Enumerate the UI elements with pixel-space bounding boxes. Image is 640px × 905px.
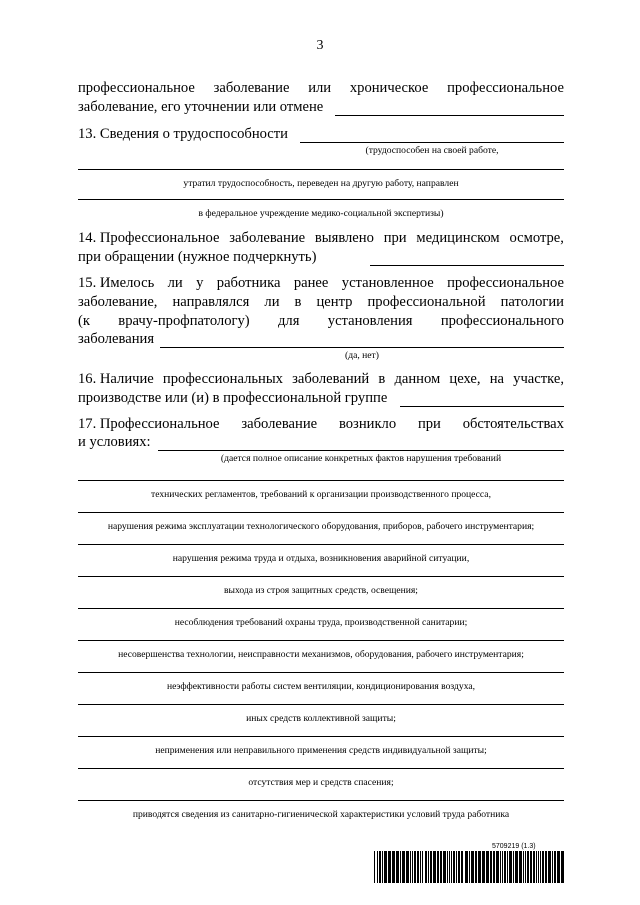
barcode-bar	[402, 851, 405, 883]
barcode-bar	[502, 851, 503, 883]
caption: иных средств коллективной защиты;	[246, 713, 396, 724]
word: на	[489, 371, 505, 387]
barcode-bar	[500, 851, 501, 883]
caption: выхода из строя защитных средств, освещения;	[224, 585, 418, 596]
item-15-line-3	[78, 313, 564, 330]
word: хроническое	[349, 80, 429, 96]
fill-row[interactable]	[78, 480, 564, 512]
barcode-bar	[456, 851, 457, 883]
item-14-line-2: при обращении (нужное подчеркнуть)	[78, 249, 317, 265]
fill-line[interactable]	[78, 672, 564, 673]
barcode-bar	[379, 851, 381, 883]
word: патологии	[500, 294, 564, 310]
barcode-bar	[453, 851, 455, 883]
fill-row[interactable]	[78, 704, 564, 736]
word: цехе,	[449, 371, 481, 387]
barcode-bar	[458, 851, 460, 883]
caption: в федеральное учреждение медико-социальной экспертизы)	[198, 208, 444, 219]
barcode-bar	[396, 851, 399, 883]
word: (к	[78, 313, 90, 329]
word: направлялся	[172, 294, 250, 310]
fill-row[interactable]	[78, 512, 564, 544]
barcode-bar	[412, 851, 413, 883]
fill-line[interactable]	[78, 608, 564, 609]
barcode-bar	[554, 851, 556, 883]
caption: несоблюдения требований охраны труда, производственной санитарии;	[174, 617, 468, 628]
word: ли	[167, 275, 183, 291]
word: 15. Имелось	[78, 275, 155, 291]
caption: технических регламентов, требований к организации производственного процесса,	[151, 489, 491, 500]
barcode-bar	[430, 851, 432, 883]
item-15-line-1	[78, 275, 564, 292]
barcode-bar	[428, 851, 429, 883]
fill-line[interactable]	[160, 347, 564, 348]
fill-line[interactable]	[78, 199, 564, 200]
barcode-bar	[406, 851, 409, 883]
word: профессиональное	[78, 80, 195, 96]
barcode-bar	[536, 851, 537, 883]
caption: (трудоспособен на своей работе,	[365, 145, 499, 156]
barcode-bar	[425, 851, 427, 883]
barcode-bar	[486, 851, 489, 883]
barcode-bar	[469, 851, 470, 883]
barcode-bar	[478, 851, 481, 883]
caption: отсутствия мер и средств спасения;	[248, 777, 394, 788]
barcode-bar	[557, 851, 560, 883]
fill-line[interactable]	[78, 480, 564, 481]
item-16-line-1	[78, 371, 564, 388]
barcode-bar	[374, 851, 375, 883]
barcode-bar	[392, 851, 395, 883]
word: при	[417, 416, 441, 432]
word: работника	[216, 275, 281, 291]
barcode-bar	[548, 851, 551, 883]
fill-line[interactable]	[78, 768, 564, 769]
barcode-bar	[451, 851, 452, 883]
word: или	[308, 80, 332, 96]
barcode-bar	[530, 851, 532, 883]
barcode-bar	[414, 851, 416, 883]
barcode-bar	[493, 851, 495, 883]
fill-line[interactable]	[78, 800, 564, 801]
barcode-bar	[519, 851, 522, 883]
word: медицинском	[416, 230, 500, 246]
caption: (дается полное описание конкретных фактов нарушения требований	[220, 453, 502, 464]
word: профессионального	[440, 313, 564, 329]
barcode-bar	[504, 851, 506, 883]
barcode-bar	[490, 851, 492, 883]
barcode-bar	[545, 851, 547, 883]
fill-line[interactable]	[370, 265, 564, 266]
word: в	[294, 294, 302, 310]
word: заболевание	[229, 230, 306, 246]
barcode-bar	[507, 851, 508, 883]
barcode-bar	[542, 851, 544, 883]
word: возникло	[338, 416, 397, 432]
word: заболевание	[213, 80, 290, 96]
caption: неприменения или неправильного применения средств индивидуальной защиты;	[155, 745, 487, 756]
barcode-bar	[433, 851, 436, 883]
item-15-line-4: заболевания	[78, 331, 155, 347]
word: установления	[327, 313, 413, 329]
barcode-bar	[443, 851, 446, 883]
barcode-bar	[400, 851, 401, 883]
word: заболеваний	[292, 371, 370, 387]
barcode-bar	[417, 851, 419, 883]
barcode-bar	[440, 851, 442, 883]
barcode-bar	[384, 851, 387, 883]
word: ранее	[293, 275, 329, 291]
item-16-line-2: производстве или (и) в профессиональной группе	[78, 390, 388, 406]
barcode-bar	[538, 851, 539, 883]
word: у	[196, 275, 204, 291]
form-code: 5709219 (1.3)	[492, 843, 536, 850]
caption: (да, нет)	[345, 350, 379, 361]
barcode-bar	[382, 851, 383, 883]
barcode-bar	[461, 851, 463, 883]
item-17-line-2: и условиях:	[78, 434, 151, 450]
word: 17. Профессиональное	[78, 416, 220, 432]
word: заболевание,	[78, 294, 158, 310]
fill-row[interactable]	[78, 736, 564, 768]
fill-row[interactable]	[78, 800, 564, 832]
fill-row[interactable]	[78, 768, 564, 800]
fill-line[interactable]	[78, 640, 564, 641]
barcode-bar	[482, 851, 485, 883]
caption: нарушения режима труда и отдыха, возникновения аварийной ситуации,	[172, 553, 470, 564]
item-14-line-1	[78, 230, 564, 247]
fill-line[interactable]	[78, 544, 564, 545]
barcode-bar	[465, 851, 468, 883]
intro-line-1	[78, 80, 564, 97]
fill-row[interactable]	[78, 199, 564, 231]
fill-line[interactable]	[78, 512, 564, 513]
barcode-bar	[540, 851, 541, 883]
fill-line[interactable]	[300, 142, 564, 143]
caption: несовершенства технологии, неисправности механизмов, оборудования, рабочего инструментария;	[118, 649, 524, 660]
word: профессиональной	[367, 294, 486, 310]
barcode-icon	[374, 851, 566, 883]
barcode-bar	[533, 851, 535, 883]
barcode-bar	[449, 851, 450, 883]
word: 16. Наличие	[78, 371, 154, 387]
barcode-bar	[410, 851, 411, 883]
barcode-bar	[552, 851, 553, 883]
fill-line[interactable]	[158, 450, 564, 451]
page-number: 3	[316, 38, 324, 53]
caption: приводятся сведения из санитарно-гигиенической характеристики условий труда работника	[132, 809, 510, 820]
item-13-label: 13. Сведения о трудоспособности	[78, 126, 288, 142]
word: выявлено	[314, 230, 374, 246]
word: заболевание	[241, 416, 318, 432]
barcode-bar	[509, 851, 512, 883]
barcode-bar	[513, 851, 514, 883]
barcode-bar	[377, 851, 378, 883]
barcode-bar	[471, 851, 474, 883]
word: профессиональных	[162, 371, 283, 387]
fill-line[interactable]	[78, 704, 564, 705]
fill-row[interactable]	[78, 576, 564, 608]
barcode-bar	[527, 851, 529, 883]
fill-line[interactable]	[335, 115, 564, 116]
barcode-bar	[515, 851, 518, 883]
fill-row[interactable]	[78, 640, 564, 672]
word: профессиональное	[447, 275, 564, 291]
fill-row[interactable]	[78, 608, 564, 640]
word: в	[378, 371, 386, 387]
item-17-line-1	[78, 416, 564, 433]
word: 14. Профессиональное	[78, 230, 220, 246]
barcode-bar	[388, 851, 391, 883]
word: при	[383, 230, 407, 246]
intro-line-2: заболевание, его уточнении или отмене	[78, 99, 324, 115]
word: для	[278, 313, 300, 329]
fill-row[interactable]	[78, 544, 564, 576]
barcode-bar	[496, 851, 499, 883]
word: участке,	[513, 371, 564, 387]
barcode-bar	[422, 851, 423, 883]
word: установленное	[341, 275, 434, 291]
barcode-bar	[420, 851, 421, 883]
fill-line[interactable]	[78, 576, 564, 577]
fill-line[interactable]	[78, 736, 564, 737]
word: обстоятельствах	[462, 416, 564, 432]
barcode-bar	[447, 851, 448, 883]
barcode-bar	[525, 851, 526, 883]
barcode-bar	[475, 851, 477, 883]
word: врачу-профпатологу)	[118, 313, 250, 329]
word: ли	[264, 294, 280, 310]
fill-row[interactable]	[78, 672, 564, 704]
barcode-bar	[523, 851, 524, 883]
word: профессиональное	[447, 80, 564, 96]
caption: неэффективности работы систем вентиляции, кондиционирования воздуха,	[166, 681, 476, 692]
word: осмотре,	[509, 230, 564, 246]
word: центр	[316, 294, 353, 310]
fill-row[interactable]	[78, 169, 564, 201]
item-15-line-2	[78, 294, 564, 311]
barcode-bar	[561, 851, 564, 883]
word: данном	[394, 371, 441, 387]
fill-line[interactable]	[78, 169, 564, 170]
fill-line[interactable]	[400, 406, 564, 407]
caption: утратил трудоспособность, переведен на другую работу, направлен	[183, 178, 459, 189]
barcode-bar	[437, 851, 439, 883]
caption: нарушения режима эксплуатации технологического оборудования, приборов, рабочего инструментария;	[107, 521, 535, 532]
